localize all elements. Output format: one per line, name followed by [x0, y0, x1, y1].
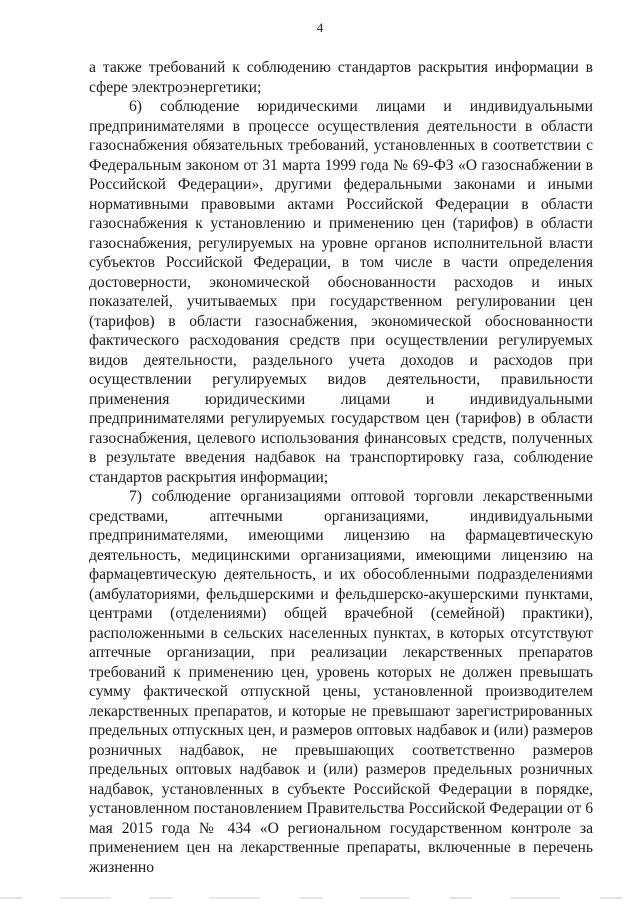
document-body — [89, 58, 593, 877]
paragraph-item-7: 7) соблюдение организациями оптовой торговли лекарственными средствами, аптечными организациями, индивидуальными предпринимателями, имеющими лицензию на фармацевтическую деятельность, медицинскими организациями, имеющими лицензию на фармацевтическую деятельность, и их обособленными подразделениями (амбулаториями, фельдшерскими и фельдшерско-акушерскими пунктами, центрами (отделениями) общей врачебной (семейной) практики), расположенными в сельских населенных пунктах, в которых отсутствуют аптечные организации, при реализации лекарственных препаратов требований к применению цен, уровень которых не должен превышать сумму фактической отпускной цены, установленной производителем лекарственных препаратов, и которые не превышают зарегистрированных предельных отпускных цен, и размеров оптовых надбавок и (или) размеров розничных надбавок, не превышающих соответственно размеров предельных оптовых надбавок и (или) размеров предельных розничных надбавок, установленных в субъекте Российской Федерации в порядке, установленном постановлением Правительства Российской Федерации от 6 мая 2015 года № 434 «О региональном государственном контроле за применением цен на лекарственные препараты, включенные в перечень жизненно — [89, 488, 593, 876]
page-number: 4 — [316, 20, 324, 35]
paragraph-item-6: 6) соблюдение юридическими лицами и индивидуальными предпринимателями в процессе осуществления деятельности в области газоснабжения обязательных требований, установленных в соответствии с Федеральным законом от 31 марта 1999 года № 69-ФЗ «О газоснабжении в Российской Федерации», другими федеральными законами и иными нормативными правовыми актами Российской Федерации в области газоснабжения к установлению и применению цен (тарифов) в области газоснабжения, регулируемых на уровне органов исполнительной власти субъектов Российской Федерации, в том числе в части определения достоверности, экономической обоснованности расходов и иных показателей, учитываемых при государственном регулировании цен (тарифов) в области газоснабжения, экономической обоснованности фактического расходования средств при осуществлении регулируемых видов деятельности, раздельного учета доходов и расходов при осуществлении регулируемых видов деятельности, правильности применения юридическими лицами и индивидуальными предпринимателями регулируемых государством цен (тарифов) в области газоснабжения, целевого использования финансовых средств, полученных в результате введения надбавок на транспортировку газа, соблюдение стандартов раскрытия информации; — [89, 98, 593, 486]
scan-edge-artifact — [0, 897, 640, 899]
paragraph-continuation: а также требований к соблюдению стандартов раскрытия информации в сфере электроэнергетики; — [89, 59, 593, 96]
